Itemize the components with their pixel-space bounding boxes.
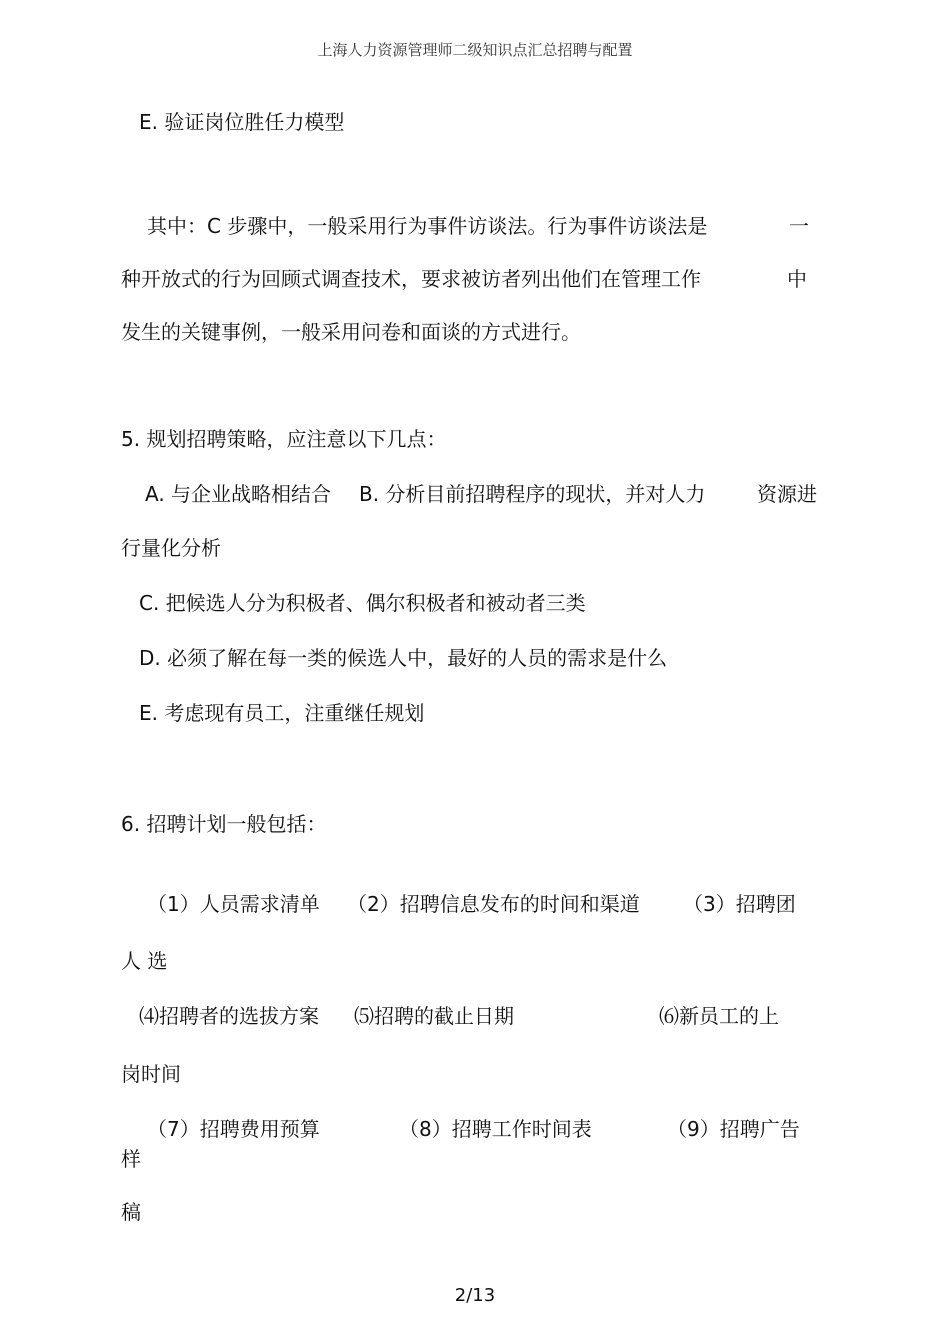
section-6-item-7: （7）招聘费用预算: [147, 1117, 320, 1141]
section-6-item-6-continued: 岗时间: [121, 1062, 181, 1086]
item-e-validate-model: E. 验证岗位胜任力模型: [139, 110, 345, 134]
section-6-item-3-continued: 人 选: [121, 949, 168, 973]
section-6-item-4: ⑷招聘者的选拔方案: [139, 1004, 319, 1028]
paragraph-line-1: 其中：C 步骤中，一般采用行为事件访谈法。行为事件访谈法是: [147, 214, 708, 238]
section-6-heading: 6. 招聘计划一般包括：: [121, 812, 327, 836]
section-6-item-6: ⑹新员工的上: [659, 1004, 779, 1028]
section-5-item-b-continued: 行量化分析: [121, 536, 221, 560]
paragraph-line-2-tail: 中: [787, 267, 807, 291]
section-6-item-2: （2）招聘信息发布的时间和渠道: [347, 892, 640, 916]
section-5-item-c: C. 把候选人分为积极者、偶尔积极者和被动者三类: [139, 591, 586, 615]
section-6-item-9: （9）招聘广告: [667, 1117, 800, 1141]
section-5-heading: 5. 规划招聘策略，应注意以下几点：: [121, 427, 447, 451]
section-6-item-9-continued-2: 稿: [121, 1200, 141, 1224]
paragraph-line-2: 种开放式的行为回顾式调查技术，要求被访者列出他们在管理工作: [121, 267, 701, 291]
paragraph-line-3: 发生的关键事例，一般采用问卷和面谈的方式进行。: [121, 320, 581, 344]
page-number: 2/13: [454, 1285, 496, 1306]
section-5-item-d: D. 必须了解在每一类的候选人中，最好的人员的需求是什么: [139, 646, 668, 670]
paragraph-line-1-tail: 一: [789, 214, 809, 238]
section-6-item-3: （3）招聘团: [683, 892, 796, 916]
section-5-item-b: B. 分析目前招聘程序的现状，并对人力: [359, 482, 706, 506]
page-header: 上海人力资源管理师二级知识点汇总招聘与配置: [317, 41, 633, 59]
section-5-item-a: A. 与企业战略相结合: [145, 482, 332, 506]
section-6-item-5: ⑸招聘的截止日期: [354, 1004, 514, 1028]
section-6-item-1: （1）人员需求清单: [147, 892, 320, 916]
section-5-item-b-tail: 资源进: [757, 482, 817, 506]
section-6-item-8: （8）招聘工作时间表: [399, 1117, 592, 1141]
section-5-item-e: E. 考虑现有员工，注重继任规划: [139, 701, 425, 725]
section-6-item-9-continued-1: 样: [121, 1147, 141, 1171]
